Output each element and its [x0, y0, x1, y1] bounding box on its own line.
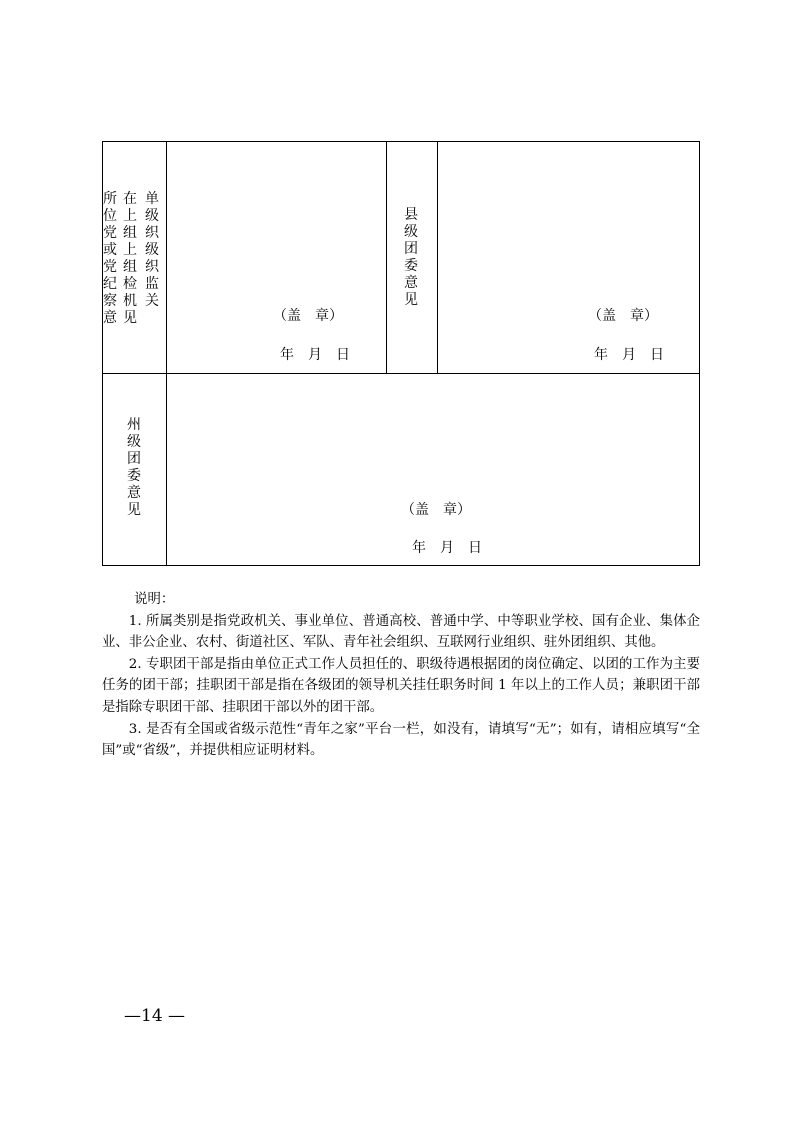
table-border-bottom	[102, 565, 700, 566]
approval-form-table	[102, 141, 700, 566]
table-col-divider-mid-left	[386, 141, 387, 374]
table-border-top	[102, 141, 700, 142]
unit-party-opinion-label-col-a: 所位党或党纪察意	[103, 191, 117, 326]
unit-party-date-placeholder: 年 月 日	[280, 347, 350, 363]
table-row-divider	[102, 373, 700, 374]
page-number: —14 —	[124, 1006, 186, 1026]
prefecture-stamp-placeholder: （盖 章）	[401, 502, 471, 518]
note-item-youth-home: 3. 是否有全国或省级示范性“青年之家”平台一栏，如没有，请填写“无”；如有，请相应填写“全国”或“省级”，并提供相应证明材料。	[102, 721, 700, 759]
note-item-cadre-types: 2. 专职团干部是指由单位正式工作人员担任的、职级待遇根据团的岗位确定、以团的工作为主要任务的团干部；挂职团干部是指在各级团的领导机关挂任职务时间 1 年以上的工作人员；兼职团干部是指除专职团干部、挂职团干部以外的团干部。	[102, 656, 700, 715]
prefecture-youth-league-opinion-label: 州级团委意见	[127, 417, 141, 518]
table-border-right	[699, 141, 700, 566]
unit-party-stamp-placeholder: （盖 章）	[273, 308, 343, 324]
county-youth-league-opinion-label: 县级团委意见	[404, 207, 418, 308]
prefecture-date-placeholder: 年 月 日	[412, 540, 482, 556]
unit-party-opinion-label-col-c: 单级织级织监关	[145, 191, 159, 309]
county-stamp-placeholder: （盖 章）	[588, 308, 658, 324]
table-col-divider-label	[166, 141, 167, 566]
county-date-placeholder: 年 月 日	[594, 347, 664, 363]
notes-section	[102, 589, 700, 762]
notes-heading: 说明：	[134, 592, 175, 607]
note-item-category: 1. 所属类别是指党政机关、事业单位、普通高校、普通中学、中等职业学校、国有企业、集体企业、非公企业、农村、街道社区、军队、青年社会组织、互联网行业组织、驻外团组织、其他。	[102, 613, 700, 651]
unit-party-opinion-label-col-b: 在上组上组检机见	[123, 191, 137, 326]
table-col-divider-mid-right	[437, 141, 438, 374]
